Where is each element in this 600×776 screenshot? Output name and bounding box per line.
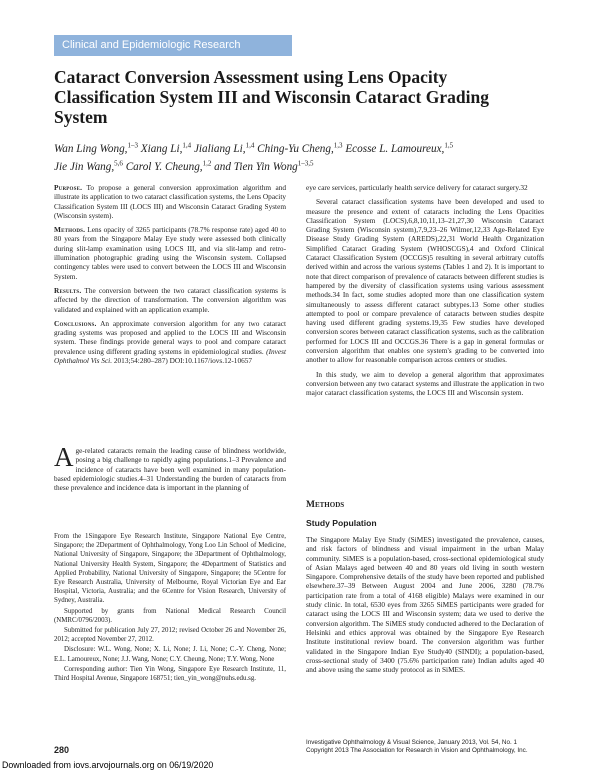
author: Xiang Li,$^{1,4}$ [140,141,192,155]
abstract-conclusions: Conclusions. An approximate conversion algorithm for any two cataract grading systems was proposed and applied to the LOCS III and Wisconsin system. These findings provide general ways to pool and compare cataract prevalence using different grading systems in epidemiological studies. (Invest Ophthalmol Vis Sci. 2013;54:280–287) DOI:10.1167/iovs.12-10657 [54,318,287,366]
author: and Tien Yin Wong$^{1-3,5}$ [214,159,314,174]
section-banner: Clinical and Epidemiologic Research [54,35,292,56]
intro-paragraph: Several cataract classification systems have been developed and used to measure the presence and extent of cataracts including the Lens Opacities Classification System (LOCS),6,8,10,11,13–21,27,30 Wisconsin Cataract Grading System (Wisconsin system),7,9,23–26 Wilmer,12,33 Age-Related Eye Disease Study Grading System (AREDS),22,31 World Health Organization Simplified Cataract Grading System (WHOSCGS),4 and Oxford Clinical Cataract Classification System (OCCGS)5 resulting in several arbitrary cutoffs derived within and across the various systems (Tables 1 and 2). It is important to note that direct comparison of prevalence of cataracts between different studies is hampered by the diversity of classification systems using various assessment methods.34 In fact, some studies adopted more than one classification system simultaneously to assess different cataract subtypes.13 Some other studies attempted to pool or compare prevalence of cataracts between studies despite having used different grading systems.19,35 Few studies have developed conversion scores between cataract classification systems, such as the calibration performed for LOCS III and OCCGS.36 There is a gap in general formulas or conversion algorithm that enables one system's grading to be converted into another to allow for reasonable comparison across centers or studies. [306,197,544,365]
footnote-disclosure: Disclosure: W.L. Wong, None; X. Li, None; J. Li, None; C.-Y. Cheng, None; E.L. Lamoureux, None; J.J. Wang, None; C.Y. Cheung, None; T.Y. Wong, None [54,646,286,663]
journal-footer: Investigative Ophthalmology & Visual Science, January 2013, Vol. 54, No. 1 Copyright 2013 The Association for Research in Vision and Ophthalmology, Inc. [306,739,528,754]
intro-lead-paragraph: Age-related cataracts remain the leading cause of blindness worldwide, posing a big challenge to rapidly aging populations.1–3 Prevalence and incidence of cataracts have been well examined in many population-based epidemiologic studies.4–31 Understanding the burden of cataracts from these prevalence and incidence data is important in the planning of [54,442,286,493]
abstract-purpose: Purpose. To propose a general conversion approximation algorithm and illustrate its application to two cataract classification systems, the Lens Opacity Classification System III (LOCS III) and Wisconsin Cataract Grading System (Wisconsin system). [54,183,287,220]
footnotes [54,532,286,684]
intro-paragraph: eye care services, particularly health service delivery for cataract surgery.32 [306,183,528,192]
drop-cap: A [54,442,74,472]
footnote-submitted: Submitted for publication July 27, 2012; revised October 26 and November 26, 2012; accepted November 27, 2012. [54,627,286,644]
download-watermark: Downloaded from iovs.arvojournals.org on 06/19/2020 [2,760,214,770]
methods-heading: Methods [306,500,345,510]
author: Jie Jin Wang,$^{5,6}$ [54,159,123,174]
author: Ecosse L. Lamoureux,$^{1,5}$ [345,141,454,155]
footnote-correspondence: Corresponding author: Tien Yin Wong, Singapore Eye Research Institute, 11, Third Hospital Avenue, Singapore 168751; tien_yin_wong@nuhs.edu.sg. [54,665,286,683]
study-population-heading: Study Population [306,518,377,528]
intro-continued [306,183,544,403]
article-title: Cataract Conversion Assessment using Lens Opacity Classification System III and Wisconsin Cataract Grading System [54,67,489,127]
abstract-methods: Methods. Lens opacity of 3265 participants (78.7% response rate) aged 40 to 80 years from the Singapore Malay Eye study were assessed both clinically during slit-lamp examination using LOCS III, and via slit-lamp and retro-illumination photographic grading using the Wisconsin system. Collapsed contingency tables were used to convert between the LOCS III and Wisconsin System. [54,225,286,281]
intro-paragraph: In this study, we aim to develop a general algorithm that approximates conversion between any two cataract systems and illustrate the application in two major cataract classification systems, the LOCS III and Wisconsin system. [306,369,544,398]
study-population-text: The Singapore Malay Eye Study (SiMES) investigated the prevalence, causes, and risk factors of blindness and visual impairment in the urban Malay community. SiMES is a population-based, cross-sectional epidemiological study of Asian Malays aged between 40 and 80 years old living in south western Singapore. Comprehensive details of the study have been reported and published elsewhere.37–39 Between August 2004 and June 2006, 3280 (78.7% participation rate from a total of 4168 eligible) Malays were examined in our study clinic. In total, 6530 eyes from 3265 SiMES participants were graded for cataract using the LOCS III and Wisconsin system; data we used to derive the conversion algorithm. The SiMES study conducted adhered to the Declaration of Helsinki and ethics approval was obtained by the Singapore Eye Research Institute institutional review board. The conversion algorithm was further validated in the Singapore Indian Eye Study40 (SINDI); a population-based, cross-sectional study of 3400 (75.6% participation rate) Indian adults aged 40 and above using the same study protocol as in SiMES. [306,535,544,675]
author: Ching-Yu Cheng,$^{1,3}$ [257,141,343,155]
abstract [54,183,286,370]
author: Carol Y. Cheung,$^{1,2}$ [125,159,212,174]
page-number: 280 [54,745,70,755]
author: Jialiang Li,$^{1,4}$ [193,141,255,155]
author-list [54,138,544,175]
author: Wan Ling Wong,$^{1-3}$ [54,141,138,155]
abstract-results: Results. The conversion between the two cataract classification systems is affected by the direction of transformation. The conversion algorithm was validated and explained with an application example. [54,285,286,314]
footnote-affiliations: From the 1Singapore Eye Research Institute, Singapore National Eye Centre, Singapore; the 2Department of Ophthalmology, Yong Loo Lin School of Medicine, National University of Singapore, Singapore; the 3Department of Ophthalmology, National University Health System, Singapore; the 4Department of Statistics and Applied Probability, National University of Singapore, Singapore; the 5Centre for Eye Research Australia, University of Melbourne, Royal Victorian Eye and Ear Hospital, Victoria, Australia; and the 6Centre for Vision Research, University of Sydney, Australia. [54,533,286,605]
footnote-support: Supported by grants from National Medical Research Council (NMRC/0796/2003). [54,607,286,624]
